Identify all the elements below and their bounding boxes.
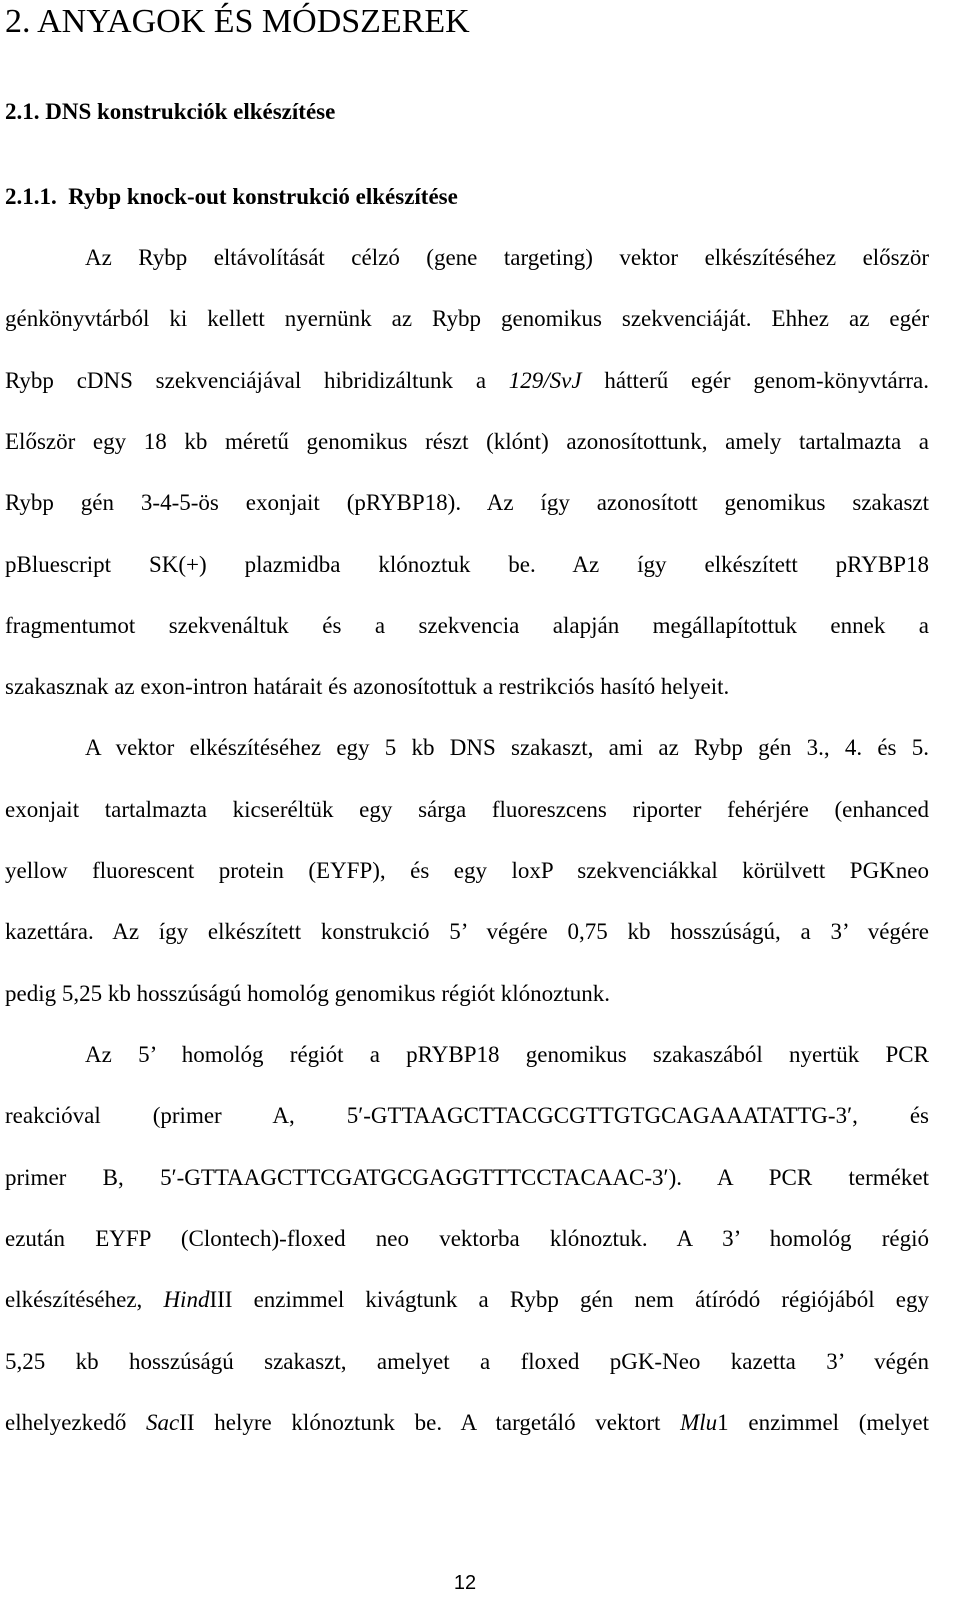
subsection-title-text: Rybp knock-out konstrukció elkészítése <box>68 184 458 209</box>
text-line: 5,25 kb hosszúságú szakaszt, amelyet a floxed pGK-Neo kazetta 3’ végén <box>5 1349 929 1374</box>
text-line: Először egy 18 kb méretű genomikus részt (klónt) azonosítottunk, amely tartalmazta a <box>5 429 929 454</box>
text-line: A vektor elkészítéséhez egy 5 kb DNS szakaszt, ami az Rybp gén 3., 4. és 5. <box>85 735 929 760</box>
text-line: génkönyvtárból ki kellett nyernünk az Rybp genomikus szekvenciáját. Ehhez az egér <box>5 306 929 331</box>
text-line <box>5 366 929 396</box>
text-line: pedig 5,25 kb hosszúságú homológ genomikus régiót klónoztunk. <box>5 981 610 1006</box>
page-number: 12 <box>453 1572 477 1594</box>
text-segment: III enzimmel kivágtunk a Rybp gén nem átíródó régiójából egy <box>209 1287 929 1312</box>
text-line: fragmentumot szekvenáltuk és a szekvencia alapján megállapítottuk ennek a <box>5 613 929 638</box>
strain-name: 129/SvJ <box>508 368 582 393</box>
text-segment: Rybp cDNS szekvenciájával hibridizáltunk a <box>5 368 509 393</box>
subsection-title <box>5 182 458 212</box>
text-line: ezután EYFP (Clontech)-floxed neo vektorba klónoztuk. A 3’ homológ régió <box>5 1226 929 1251</box>
text-segment: II helyre klónoztunk be. A targetáló vektort <box>179 1410 681 1435</box>
text-line <box>5 1408 929 1438</box>
text-line: szakasznak az exon-intron határait és azonosítottuk a restrikciós hasító helyeit. <box>5 674 730 699</box>
text-line: reakcióval (primer A, 5′-GTTAAGCTTACGCGTTGTGCAGAAATATTG-3′, és <box>5 1103 929 1128</box>
text-segment: elhelyezkedő <box>5 1410 147 1435</box>
enzyme-name: Mlu <box>680 1410 718 1435</box>
text-line <box>5 1285 929 1315</box>
text-line: pBluescript SK(+) plazmidba klónoztuk be. Az így elkészített pRYBP18 <box>5 552 929 577</box>
chapter-title: 2. ANYAGOK ÉS MÓDSZEREK <box>5 3 470 40</box>
text-line: exonjait tartalmazta kicseréltük egy sárga fluoreszcens riporter fehérjére (enhanced <box>5 797 929 822</box>
enzyme-name: Hind <box>163 1287 210 1312</box>
text-line: yellow fluorescent protein (EYFP), és egy loxP szekvenciákkal körülvett PGKneo <box>5 858 929 883</box>
text-line: Az 5’ homológ régiót a pRYBP18 genomikus szakaszából nyertük PCR <box>85 1042 929 1067</box>
enzyme-name: Sac <box>146 1410 180 1435</box>
text-line: primer B, 5′-GTTAAGCTTCGATGCGAGGTTTCCTACAAC-3′). A PCR terméket <box>5 1165 929 1190</box>
text-line: Rybp gén 3-4-5-ös exonjait (pRYBP18). Az így azonosított genomikus szakaszt <box>5 490 929 515</box>
text-segment: 1 enzimmel (melyet <box>717 1410 929 1435</box>
section-number: 2.1. <box>5 99 40 124</box>
text-line: Az Rybp eltávolítását célzó (gene targeting) vektor elkészítéséhez először <box>85 245 929 270</box>
text-segment: hátterű egér genom-könyvtárra. <box>581 368 929 393</box>
section-title <box>5 97 335 127</box>
section-title-text: DNS konstrukciók elkészítése <box>45 99 336 124</box>
text-line: kazettára. Az így elkészített konstrukció 5’ végére 0,75 kb hosszúságú, a 3’ végére <box>5 919 929 944</box>
text-segment: elkészítéséhez, <box>5 1287 164 1312</box>
subsection-number: 2.1.1. <box>5 184 57 209</box>
